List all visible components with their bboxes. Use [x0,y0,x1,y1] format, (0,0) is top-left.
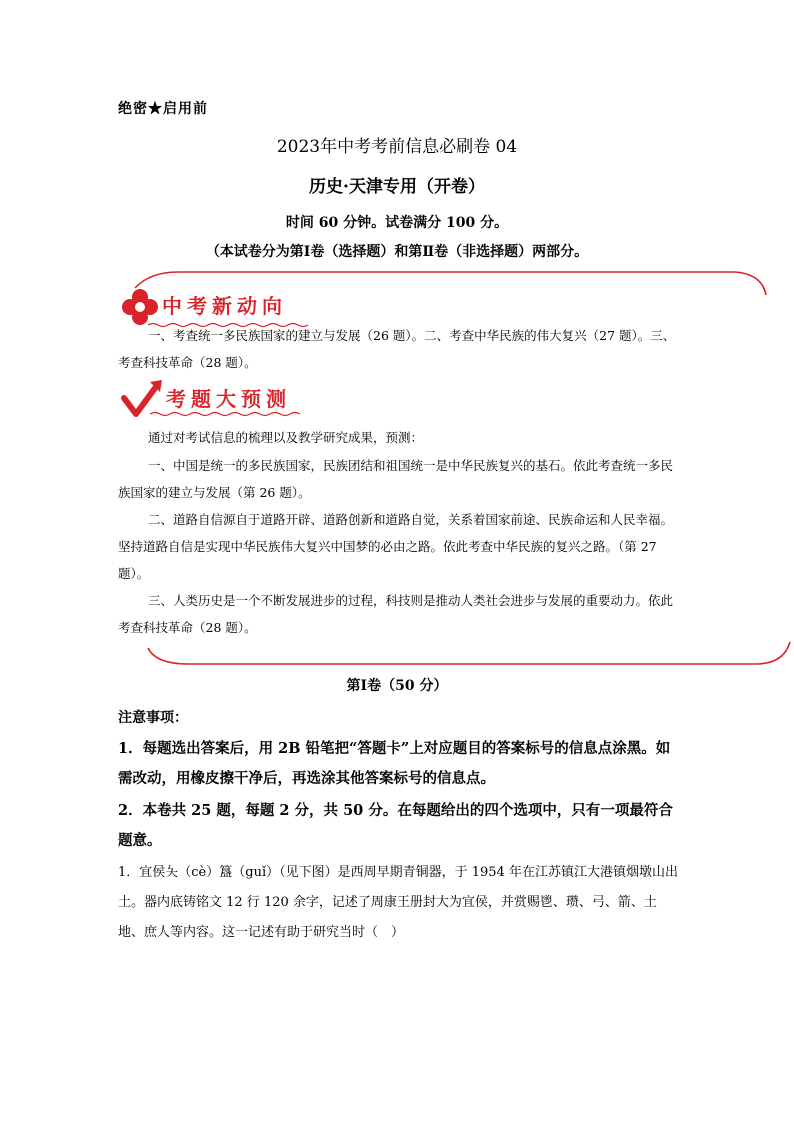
notice-item: 1．每题选出答案后，用 2B 铅笔把“答题卡”上对应题目的答案标号的信息点涂黑。如需改动，用橡皮擦干净后，再选涂其他答案标号的信息点。 [118,740,671,787]
notice-heading: 注意事项： [118,710,188,726]
notice-item: 2．本卷共 25 题，每题 2 分，共 50 分。在每题给出的四个选项中，只有一项最符合题意。 [118,802,673,849]
new-trends-text: 一、考查统一多民族国家的建立与发展（26 题）。二、考查中华民族的伟大复兴（27 题）。三、考查科技革命（28 题）。 [118,328,676,370]
section-title: 第Ⅰ卷（50 分） [346,678,448,694]
checkmark-arrow-icon [120,376,166,420]
flower-icon [120,287,160,327]
prediction-item: 一、中国是统一的多民族国家，民族团结和祖国统一是中华民族复兴的基石。依此考查统一多民族国家的建立与发展（第 26 题）。 [118,458,674,500]
prediction-item: 三、人类历史是一个不断发展进步的过程，科技则是推动人类社会进步与发展的重要动力。依此考查科技革命（28 题）。 [118,593,674,635]
question-1: 1．宜侯夨（cè）簋（guǐ）（见下图）是西周早期青铜器，于 1954 年在江苏镇江大港镇烟墩山出土。器内底铸铭文 12 行 120 余字，记述了周康王册封大为宜侯，并赏赐鬯、瓒、弓、箭、土地、庶人等内容。这一记述有助于研究当时（ ） [118,865,678,940]
prediction-item: 二、道路自信源自于道路开辟、道路创新和道路自觉，关系着国家前途、民族命运和人民幸福。坚持道路自信是实现中华民族伟大复兴中国梦的必由之路。依此考查中华民族的复兴之路。（第 27 题）。 [118,512,674,581]
parts-info: （本试卷分为第Ⅰ卷（选择题）和第Ⅱ卷（非选择题）两部分。 [205,244,589,260]
exam-title: 2023年中考考前信息必刷卷 04 [276,137,518,157]
prediction-intro: 通过对考试信息的梳理以及教学研究成果，预测： [148,430,424,445]
time-info: 时间 60 分钟。试卷满分 100 分。 [285,215,509,231]
new-trends-tag: 中考新动向 [162,294,287,318]
confidential-mark: 绝密★启用前 [118,101,208,117]
exam-subtitle: 历史·天津专用（开卷） [309,177,485,197]
prediction-tag: 考题大预测 [166,387,291,411]
